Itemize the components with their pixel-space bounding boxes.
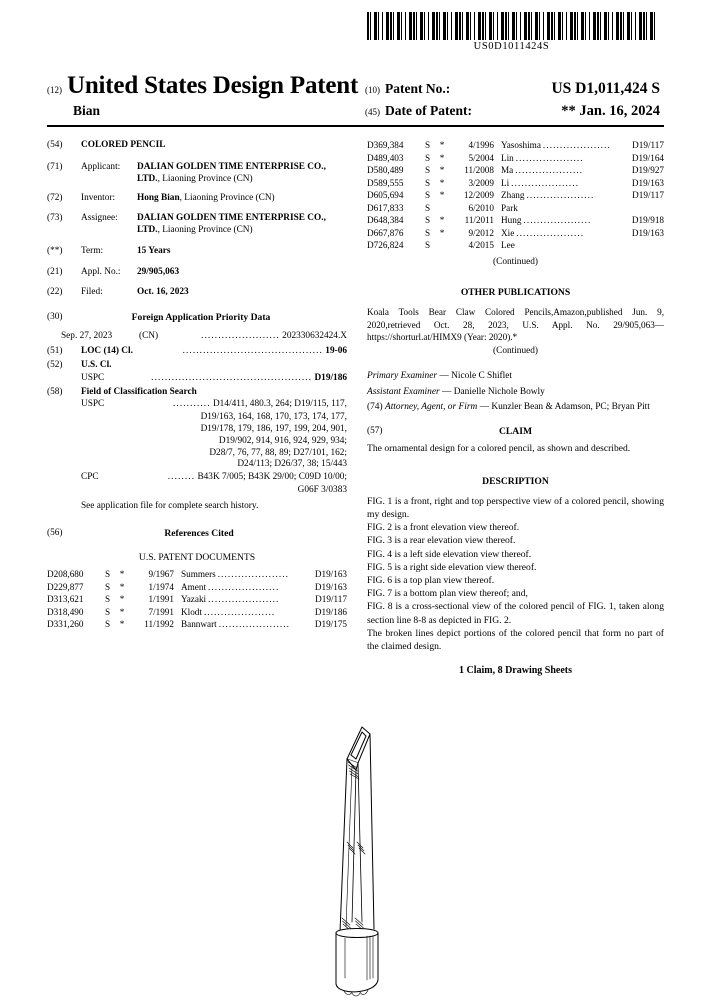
ref-star: * — [439, 190, 445, 201]
loc-class-value: 19-06 — [325, 346, 347, 357]
table-row — [367, 240, 664, 252]
continued-notice-1: (Continued) — [493, 257, 538, 268]
filed-label: Filed: — [81, 287, 103, 298]
ref-class — [616, 240, 664, 252]
primary-examiner-line — [367, 370, 664, 383]
attorney-label: Attorney, Agent, or Firm — [384, 401, 478, 412]
assignee-label: Assignee: — [81, 213, 118, 224]
ref-class — [616, 202, 664, 214]
priority-number-row — [173, 331, 347, 343]
ref-name: Zhang — [501, 190, 525, 201]
ref-patent: D208,680 — [47, 569, 84, 580]
ref-name-leader — [501, 165, 616, 177]
description-line-2: FIG. 3 is a rear elevation view thereof. — [367, 535, 516, 547]
ref-kind: S — [105, 581, 111, 592]
inventor-value — [137, 193, 347, 205]
ref-star: * — [119, 569, 125, 580]
assistant-examiner-line — [367, 386, 664, 399]
ref-star: * — [119, 594, 125, 605]
table-row — [367, 190, 664, 202]
continued-notice-2: (Continued) — [493, 346, 538, 357]
appl-no-value: 29/905,063 — [137, 266, 180, 277]
pencil-midbody-hatching — [347, 842, 365, 854]
ref-name-leader — [181, 619, 299, 631]
code-54: (54) — [47, 140, 63, 150]
ref-class: D19/186 — [314, 606, 347, 617]
ref-name-leader — [181, 594, 299, 606]
ref-patent: D667,876 — [367, 227, 404, 238]
pencil-cap-top-rim — [336, 929, 378, 934]
ref-name-leader — [181, 582, 299, 594]
right-references-table — [367, 140, 664, 252]
ref-star: * — [119, 581, 125, 592]
us-class-uspc-key: USPC — [81, 372, 105, 383]
uspc-leader-dots: ............................................... — [151, 372, 313, 383]
patent-no-value: US D1,011,424 S — [551, 80, 660, 97]
code-12: (12) — [47, 85, 62, 95]
field-appl-no — [47, 267, 347, 279]
ref-dots: .................... — [526, 190, 595, 201]
ref-name: Lee — [501, 240, 515, 251]
code-56: (56) — [47, 527, 63, 538]
ref-name: Hung — [501, 215, 522, 226]
ref-name-leader — [501, 240, 616, 252]
pencil-body-left-edge — [340, 759, 347, 932]
ref-patent: D589,555 — [367, 177, 404, 188]
focs-line-2-row — [47, 424, 347, 436]
ref-kind: S — [425, 177, 431, 188]
attorney-line — [367, 401, 664, 414]
claim-text: The ornamental design for a colored pencil, as shown and described. — [367, 443, 631, 455]
date-of-patent-label: Date of Patent: — [385, 103, 472, 118]
ref-star: * — [439, 165, 445, 176]
ref-name-leader — [501, 190, 616, 202]
cpc-key: CPC — [81, 472, 99, 483]
assignee-value — [137, 213, 347, 237]
table-row — [367, 165, 664, 177]
ref-star — [436, 202, 448, 214]
ref-name: Li — [501, 177, 510, 188]
pencil-cap-shading — [345, 936, 373, 980]
assistant-examiner-label: Assistant Examiner — [367, 386, 440, 397]
ref-name: Lin — [501, 152, 514, 163]
filed-value: Oct. 16, 2023 — [137, 287, 189, 298]
ref-name-leader — [181, 569, 299, 581]
claim-heading: CLAIM — [498, 426, 533, 438]
ref-kind: S — [105, 606, 111, 617]
ref-date: 11/2011 — [464, 215, 494, 226]
focs-uspc-key: USPC — [81, 399, 105, 410]
references-cited-heading: References Cited — [164, 527, 234, 539]
ref-date: 11/2008 — [464, 165, 494, 176]
ref-date: 1/1974 — [148, 581, 174, 592]
us-class-uspc-value: D19/186 — [314, 372, 347, 383]
ref-name-cell — [501, 140, 616, 152]
code-58: (58) — [47, 386, 63, 397]
table-row — [47, 606, 347, 618]
ref-star: * — [439, 152, 445, 163]
ref-patent: D648,384 — [367, 215, 404, 226]
description-line-8: The broken lines depict portions of the colored pencil that form no part of the claimed design. — [367, 627, 664, 653]
field-term — [47, 246, 347, 258]
ref-dots: ..................... — [218, 619, 291, 630]
ref-date: 4/1996 — [468, 140, 494, 151]
pencil-ridge-right — [358, 763, 362, 922]
pencil-ridge-center — [352, 770, 356, 922]
field-loc-class — [47, 346, 347, 358]
loc-leader-dots: ......................................... — [182, 346, 323, 357]
ref-name-leader — [181, 607, 299, 619]
code-term: (**) — [47, 245, 63, 256]
ref-star: * — [439, 215, 445, 226]
ref-dots: .................... — [511, 177, 580, 188]
ref-kind: S — [105, 569, 111, 580]
loc-class-label: LOC (14) Cl. — [81, 346, 133, 357]
ref-kind: S — [425, 215, 431, 226]
ref-name-cell — [181, 581, 299, 593]
table-row — [367, 227, 664, 239]
us-class-uspc-row — [47, 373, 347, 385]
ref-star: * — [119, 619, 125, 630]
description-line-1: FIG. 2 is a front elevation view thereof. — [367, 522, 520, 534]
ref-kind: S — [425, 140, 431, 151]
ref-class: D19/927 — [631, 165, 664, 176]
code-21: (21) — [47, 266, 63, 277]
header-title-left — [47, 72, 365, 100]
focs-line-3-row — [47, 436, 347, 448]
priority-number: 202330632424.X — [282, 331, 347, 342]
table-row — [47, 594, 347, 606]
table-row — [367, 202, 664, 214]
ref-name: Ament — [181, 581, 207, 592]
ref-dots: .................... — [515, 165, 584, 176]
ref-name: Ma — [501, 165, 514, 176]
ref-name-leader — [501, 178, 616, 190]
ref-star: * — [439, 140, 445, 151]
patent-no-label: Patent No.: — [385, 81, 451, 96]
priority-country: (CN) — [139, 331, 159, 342]
us-class-spacer — [47, 373, 81, 385]
inventor-name: Hong Bian — [137, 193, 180, 204]
invention-title: COLORED PENCIL — [81, 140, 166, 150]
barcode-number: US0D1011424S — [473, 41, 550, 52]
ref-name-cell — [501, 215, 616, 227]
ref-class: D19/163 — [314, 569, 347, 580]
ref-date: 1/1991 — [148, 594, 174, 605]
code-51: (51) — [47, 346, 63, 357]
ref-patent: D229,877 — [47, 581, 84, 592]
right-column — [367, 140, 664, 678]
ref-star: * — [439, 227, 445, 238]
applicant-location: , Liaoning Province (CN) — [157, 173, 253, 184]
ref-kind: S — [425, 165, 431, 176]
patent-header — [47, 72, 664, 120]
ref-dots: ..................... — [217, 569, 290, 580]
ref-name-leader — [501, 215, 616, 227]
figure-colored-pencil — [300, 722, 420, 1003]
ref-kind: S — [425, 240, 431, 251]
ref-star — [436, 240, 448, 252]
term-value: 15 Years — [137, 245, 171, 256]
pencil-cap-top-ellipse-lower — [336, 933, 378, 938]
field-applicant — [47, 162, 347, 186]
cpc-line-1-row — [47, 485, 347, 497]
focs-line-5-row — [47, 459, 347, 471]
description-heading: DESCRIPTION — [482, 476, 549, 488]
ref-date: 3/2009 — [468, 177, 494, 188]
ref-name-cell — [501, 202, 616, 214]
ref-kind: S — [425, 152, 431, 163]
cpc-row — [47, 472, 347, 484]
ref-class: D19/175 — [314, 619, 347, 630]
other-publications-text: Koala Tools Bear Claw Colored Pencils,Amazon,published Jun. 9, 2020,retrieved Oct. 28, 2023, U.S. Appl. No. 29/905,063—https://shorturl.at/HIMX9 (Year: 2020).* — [367, 307, 664, 343]
other-publications-heading: OTHER PUBLICATIONS — [460, 287, 571, 299]
ref-name-cell — [501, 152, 616, 164]
ref-class: D19/117 — [632, 190, 664, 201]
loc-class-fill — [135, 346, 347, 358]
assignee-name: DALIAN GOLDEN TIME ENTERPRISE CO., LTD. — [137, 213, 326, 235]
barcode-image — [367, 12, 656, 40]
focs-line-0: D14/411, 480.3, 264; D19/115, 117, — [212, 399, 347, 410]
ref-patent: D726,824 — [367, 240, 404, 251]
ref-name-cell — [501, 165, 616, 177]
ref-dots: .................... — [542, 140, 611, 151]
field-foreign-priority — [47, 312, 347, 324]
pencil-cap-bottom-dome — [336, 980, 378, 992]
claims-and-sheets-count: 1 Claim, 8 Drawing Sheets — [458, 665, 573, 677]
focs-leader-dots: ........... — [172, 399, 211, 410]
header-second-row — [47, 100, 664, 120]
ref-class: D19/163 — [631, 177, 664, 188]
ref-name-cell — [181, 594, 299, 606]
ref-name-cell — [181, 606, 299, 618]
ref-class: D19/163 — [314, 581, 347, 592]
focs-spacer — [47, 399, 81, 411]
ref-dots: ..................... — [208, 594, 280, 605]
focs-line-4: D28/7, 76, 77, 88, 89; D27/101, 162; — [209, 447, 347, 458]
header-inventor-surname: Bian — [73, 103, 101, 118]
description-line-7: FIG. 8 is a cross-sectional view of the colored pencil of FIG. 1, taken along section line 8-8 as depicted in FIG. 2. — [367, 601, 664, 626]
ref-patent: D369,384 — [367, 140, 404, 151]
patent-number-row — [365, 80, 664, 98]
code-72: (72) — [47, 193, 63, 204]
table-row — [367, 140, 664, 152]
ref-star: * — [119, 606, 125, 617]
ref-dots: .................... — [515, 152, 584, 163]
field-us-class — [47, 360, 347, 372]
ref-dots: ..................... — [208, 581, 280, 592]
code-22: (22) — [47, 287, 63, 298]
date-of-patent-row — [365, 103, 664, 120]
ref-name-leader — [501, 228, 616, 240]
ref-date: 5/2004 — [468, 152, 494, 163]
ref-dots: ..................... — [203, 606, 276, 617]
search-history-text: See application file for complete search history. — [81, 500, 259, 511]
ref-name-cell — [501, 240, 616, 252]
priority-row — [47, 331, 347, 343]
ref-dots: .................... — [516, 227, 585, 238]
ref-class: D19/117 — [632, 140, 664, 151]
term-label: Term: — [81, 245, 104, 256]
appl-no-label: Appl. No.: — [81, 266, 121, 277]
ref-class: D19/163 — [631, 227, 664, 238]
ref-name-cell — [501, 190, 616, 202]
pencil-drawing-svg — [300, 722, 420, 1003]
search-history-row — [47, 501, 347, 513]
ref-date: 11/1992 — [144, 619, 174, 630]
table-row — [47, 569, 347, 581]
ref-name-leader — [501, 203, 616, 215]
code-45: (45) — [365, 107, 380, 117]
page-title: United States Design Patent — [67, 72, 359, 99]
ref-name: Park — [501, 202, 518, 213]
ref-name: Bannwart — [181, 619, 217, 630]
us-class-label: U.S. Cl. — [81, 359, 112, 370]
ref-name: Yazaki — [181, 594, 207, 605]
field-inventor — [47, 193, 347, 205]
applicant-name: DALIAN GOLDEN TIME ENTERPRISE CO., LTD. — [137, 161, 326, 184]
applicant-value — [137, 162, 347, 186]
ref-patent: D617,833 — [367, 202, 404, 213]
priority-date: Sep. 27, 2023 — [61, 331, 113, 342]
cpc-line-0: B43K 7/005; B43K 29/00; C09D 10/00; — [197, 472, 347, 483]
left-references-tbody — [47, 569, 347, 631]
foreign-priority-heading: Foreign Application Priority Data — [131, 312, 271, 324]
focs-uspc-first — [135, 399, 347, 411]
left-column — [47, 140, 347, 631]
field-title — [47, 140, 347, 152]
focs-line-4-row — [47, 448, 347, 460]
code-52: (52) — [47, 359, 63, 370]
cpc-first-line — [111, 472, 347, 484]
code-74: (74) — [367, 401, 383, 412]
ref-name-leader — [501, 153, 616, 165]
table-row — [367, 215, 664, 227]
ref-name: Xie — [501, 227, 515, 238]
table-row — [47, 581, 347, 593]
ref-date: 12/2009 — [463, 190, 494, 201]
claim-heading-row — [367, 426, 664, 438]
cpc-spacer — [47, 472, 81, 484]
field-references-cited — [47, 528, 347, 540]
ref-name-leader — [501, 140, 616, 152]
header-title-row — [47, 72, 664, 100]
priority-leader-dots: ....................... — [201, 331, 280, 342]
primary-examiner-label: Primary Examiner — [367, 371, 438, 382]
ref-date: 9/2012 — [468, 227, 494, 238]
focs-line-1-row — [47, 412, 347, 424]
ref-kind: S — [105, 619, 111, 630]
us-class-uspc-fill — [135, 373, 347, 385]
field-focs — [47, 387, 347, 399]
pencil-body-right-edge — [370, 734, 374, 929]
us-patent-documents-heading: U.S. PATENT DOCUMENTS — [138, 551, 256, 563]
ref-star: * — [439, 177, 445, 188]
ref-patent: D605,694 — [367, 190, 404, 201]
ref-name-cell — [501, 177, 616, 189]
cpc-line-1: G06F 3/0383 — [297, 484, 347, 495]
assignee-location: , Liaoning Province (CN) — [157, 224, 253, 235]
code-30: (30) — [47, 312, 63, 323]
inventor-label: Inventor: — [81, 193, 116, 204]
code-57: (57) — [367, 426, 383, 437]
description-body — [367, 495, 664, 654]
description-line-6: FIG. 7 is a bottom plan view thereof; and, — [367, 588, 528, 600]
ref-date: 9/1967 — [148, 569, 174, 580]
right-references-tbody — [367, 140, 664, 252]
ref-dots: .................... — [523, 215, 592, 226]
ref-name: Yasoshima — [501, 140, 541, 151]
code-71: (71) — [47, 161, 63, 172]
focs-line-2: D19/178, 179, 186, 197, 199, 204, 901, — [200, 423, 347, 434]
ref-patent: D313,621 — [47, 594, 84, 605]
ref-kind: S — [105, 594, 111, 605]
cpc-leader-dots: ........ — [167, 472, 196, 483]
left-references-table — [47, 569, 347, 631]
ref-name: Klodt — [181, 606, 202, 617]
description-line-5: FIG. 6 is a top plan view thereof. — [367, 575, 495, 586]
focs-uspc-row — [47, 399, 347, 411]
ref-name-cell — [181, 569, 299, 581]
applicant-label: Applicant: — [81, 161, 121, 172]
ref-name: Summers — [181, 569, 216, 580]
ref-kind: S — [425, 227, 431, 238]
field-assignee — [47, 213, 347, 237]
field-filed — [47, 287, 347, 299]
table-row — [367, 177, 664, 189]
header-inventor-left — [47, 100, 365, 119]
description-line-0: FIG. 1 is a front, right and top perspective view of a colored pencil, showing my design. — [367, 495, 664, 520]
focs-line-5: D24/113; D26/37, 38; 15/443 — [237, 459, 347, 470]
focs-line-3: D19/902, 914, 916, 924, 929, 934; — [218, 435, 347, 446]
ref-patent: D489,403 — [367, 152, 404, 163]
ref-patent: D331,260 — [47, 619, 84, 630]
assistant-examiner-name: — Danielle Nichole Bowly — [442, 386, 545, 397]
inventor-location: , Liaoning Province (CN) — [179, 193, 275, 204]
header-divider — [47, 125, 664, 127]
ref-class: D19/117 — [315, 594, 347, 605]
table-row — [367, 152, 664, 164]
ref-patent: D318,490 — [47, 606, 84, 617]
description-line-4: FIG. 5 is a right side elevation view thereof. — [367, 561, 537, 573]
focs-line-1: D19/163, 164, 168, 170, 173, 174, 177, — [200, 412, 347, 423]
code-10: (10) — [365, 85, 380, 95]
primary-examiner-name: — Nicole C Shiflet — [439, 371, 513, 382]
ref-kind: S — [425, 202, 431, 213]
table-row — [47, 619, 347, 631]
code-73: (73) — [47, 213, 63, 224]
ref-kind: S — [425, 190, 431, 201]
focs-label: Field of Classification Search — [81, 386, 197, 397]
ref-class: D19/164 — [631, 152, 664, 163]
ref-date: 7/1991 — [148, 606, 174, 617]
attorney-name: — Kunzler Bean & Adamson, PC; Bryan Pitt — [479, 401, 650, 412]
ref-date: 6/2010 — [468, 202, 494, 213]
description-line-3: FIG. 4 is a left side elevation view thereof. — [367, 548, 532, 560]
ref-date: 4/2015 — [468, 240, 494, 251]
barcode-block — [367, 12, 656, 52]
date-of-patent-value: ** Jan. 16, 2024 — [561, 103, 660, 119]
ref-class: D19/918 — [631, 215, 664, 226]
ref-patent: D580,489 — [367, 165, 404, 176]
ref-name-cell — [501, 227, 616, 239]
pencil-cap-sides — [336, 933, 378, 984]
ref-name-cell — [181, 619, 299, 631]
